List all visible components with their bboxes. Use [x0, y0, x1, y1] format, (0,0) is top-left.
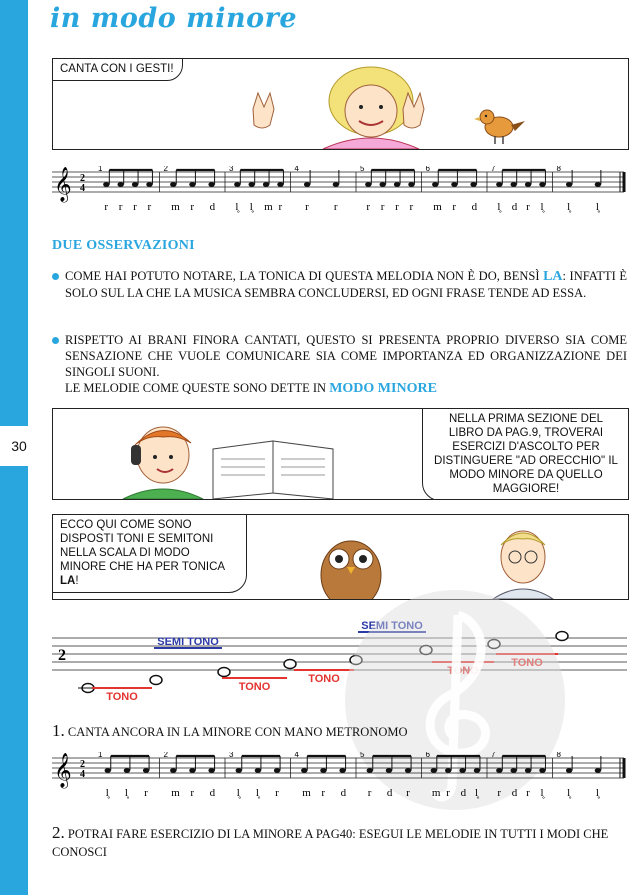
- measure-number: 1: [98, 166, 103, 173]
- note-head: [320, 768, 326, 773]
- solfege-syllable: l̥: [236, 787, 240, 799]
- note-head: [405, 768, 411, 773]
- solfege-syllable: d: [511, 787, 518, 799]
- solfege-syllable: r: [333, 201, 338, 213]
- solfege-syllable: r: [380, 201, 385, 213]
- note-head: [510, 182, 516, 187]
- note-head: [143, 768, 149, 773]
- solfege-syllable: l̥: [255, 787, 259, 799]
- time-sig-bottom: 4: [80, 183, 85, 194]
- note-head: [333, 182, 339, 187]
- note-head: [525, 182, 531, 187]
- tone-label: TONO: [238, 681, 271, 693]
- bullet-icon: [52, 273, 59, 280]
- measure-number: 2: [163, 166, 168, 173]
- note-head: [431, 768, 437, 773]
- solfege-syllable: l̥: [124, 787, 128, 799]
- measure-number: 7: [491, 752, 496, 759]
- measure-number: 8: [556, 166, 561, 173]
- note-head: [208, 182, 214, 187]
- bubble-text-end: !: [75, 575, 79, 587]
- solfege-syllable: r: [144, 787, 148, 799]
- treble-clef-icon: 𝄞: [54, 753, 72, 788]
- note-head: [277, 182, 283, 187]
- measure-number: 2: [163, 752, 168, 759]
- solfege-syllable: d: [209, 201, 216, 213]
- note-head: [255, 768, 261, 773]
- measure-number: 8: [556, 752, 561, 759]
- solfege-syllable: m: [431, 787, 441, 799]
- measure-number: 3: [229, 752, 234, 759]
- section-heading: DUE OSSERVAZIONI: [52, 238, 195, 253]
- note-head: [117, 182, 123, 187]
- note-head: [339, 768, 345, 773]
- note-head: [365, 182, 371, 187]
- note-head: [234, 182, 240, 187]
- note-head: [103, 182, 109, 187]
- note-head: [170, 182, 176, 187]
- exercise-text: CANTA ANCORA IN LA MINORE CON MANO METRONOMO: [67, 725, 408, 739]
- tone-label: TONO: [308, 673, 340, 685]
- scale-note: [150, 676, 162, 685]
- solfege-syllable: r: [367, 787, 372, 799]
- observation-text: RISPETTO AI BRANI FINORA CANTATI, QUESTO SI PRESENTA PROPRIO DIVERSO SIA COME SENSAZIONE CHE VUOLE COMUNICARE SIA COME IMPORTANZA ED ORGANIZZAZIONE DEI SINGOLI SUONI.: [65, 333, 627, 379]
- page-title: in modo minore: [50, 3, 298, 34]
- solfege-syllable: l̥: [249, 201, 253, 213]
- comic-panel-listening: [52, 408, 629, 500]
- bubble-text: ECCO QUI COME SONO DISPOSTI TONI E SEMITONI NELLA SCALA DI MODO MINORE CHE HA PER TONICA: [60, 519, 225, 573]
- note-head: [379, 182, 385, 187]
- solfege-syllable: d: [340, 787, 347, 799]
- highlight-la: LA: [543, 269, 563, 284]
- tone-label: TONO: [511, 657, 543, 669]
- bird-illustration: [471, 99, 531, 149]
- clef-mark: 2: [58, 647, 66, 664]
- observation-text-cont: : INFATTI È SOLO SUL LA CHE LA MUSICA SEMBRA CONCLUDERSI, ED OGNI FRASE TENDE AD ESSA.: [65, 269, 627, 300]
- time-sig-bottom: 4: [80, 769, 85, 780]
- note-head: [595, 768, 601, 773]
- solfege-syllable: d: [386, 787, 393, 799]
- solfege-syllable: r: [446, 787, 450, 799]
- solfege-syllable: r: [452, 201, 457, 213]
- comic-panel-gestures: [52, 58, 629, 150]
- solfege-syllable: l̥: [595, 201, 599, 213]
- note-head: [539, 182, 545, 187]
- bullet-icon: [52, 337, 59, 344]
- measure-number: 1: [98, 752, 103, 759]
- note-head: [408, 182, 414, 187]
- girl-illustration: [53, 59, 628, 149]
- note-head: [510, 768, 516, 773]
- solfege-syllable: d: [209, 787, 216, 799]
- solfege-syllable: l̥: [540, 787, 544, 799]
- tone-label: TONO: [106, 691, 138, 700]
- exercise-2: [52, 824, 627, 861]
- note-head: [445, 768, 451, 773]
- note-head: [432, 182, 438, 187]
- solfege-syllable: r: [321, 787, 326, 799]
- exercise-text: POTRAI FARE ESERCIZIO DI LA MINORE A PAG40: ESEGUI LE MELODIE IN TUTTI I MODI CHE CONOSCI: [52, 827, 609, 859]
- solfege-syllable: d: [511, 201, 518, 213]
- solfege-syllable: m: [264, 201, 273, 213]
- note-head: [248, 182, 254, 187]
- note-head: [263, 182, 269, 187]
- note-head: [274, 768, 280, 773]
- observation-item-1: [52, 268, 627, 301]
- solfege-syllable: l̥: [567, 787, 571, 799]
- bubble-highlight: LA: [60, 575, 76, 587]
- solfege-syllable: r: [526, 787, 530, 799]
- solfege-syllable: r: [366, 201, 370, 213]
- scale-note: [284, 660, 296, 669]
- note-head: [236, 768, 242, 773]
- note-head: [208, 768, 214, 773]
- treble-clef-icon: 𝄞: [54, 167, 72, 202]
- solfege-syllable: r: [190, 201, 195, 213]
- exercise-1: [52, 722, 408, 741]
- solfege-syllable: r: [104, 201, 108, 213]
- measure-number: 7: [491, 166, 496, 173]
- solfege-syllable: r: [147, 201, 152, 213]
- solfege-syllable: r: [275, 787, 279, 799]
- tone-label: TONO: [447, 665, 479, 677]
- measure-number: 5: [360, 166, 365, 173]
- rhythm-staff-2: [52, 752, 630, 812]
- scale-note: [218, 668, 230, 677]
- solfege-syllable: m: [433, 201, 442, 213]
- solfege-syllable: r: [118, 201, 123, 213]
- solfege-syllable: l̥: [474, 787, 478, 799]
- rhythm-staff-1: [52, 166, 630, 226]
- note-head: [459, 768, 465, 773]
- note-head: [525, 768, 531, 773]
- note-head: [566, 182, 572, 187]
- speech-bubble: NELLA PRIMA SEZIONE DEL LIBRO DA PAG.9, TROVERAI ESERCIZI D'ASCOLTO PER DISTINGUERE "AD ORECCHIO" IL MODO MINORE DA QUELLO MAGGIORE!: [422, 408, 629, 500]
- solfege-syllable: r: [278, 201, 283, 213]
- note-head: [301, 768, 307, 773]
- note-head: [146, 182, 152, 187]
- measure-number: 4: [294, 166, 299, 173]
- time-sig-top: 2: [80, 759, 85, 770]
- note-head: [386, 768, 392, 773]
- solfege-syllable: r: [133, 201, 137, 213]
- solfege-syllable: l̥: [105, 787, 109, 799]
- note-head: [451, 182, 457, 187]
- note-head: [105, 768, 111, 773]
- note-head: [496, 768, 502, 773]
- note-head: [304, 182, 310, 187]
- speech-bubble: CANTA CON I GESTI!: [52, 58, 183, 81]
- solfege-syllable: r: [526, 201, 530, 213]
- solfege-syllable: l̥: [540, 201, 544, 213]
- solfege-syllable: r: [409, 201, 414, 213]
- observation-text-line2: LE MELODIE COME QUESTE SONO DETTE IN: [65, 381, 330, 395]
- solfege-syllable: l̥: [235, 201, 239, 213]
- measure-number: 4: [294, 752, 299, 759]
- solfege-syllable: d: [460, 787, 467, 799]
- measure-number: 6: [425, 752, 430, 759]
- solfege-syllable: r: [395, 201, 399, 213]
- note-head: [189, 768, 195, 773]
- note-head: [170, 768, 176, 773]
- solfege-syllable: m: [171, 201, 180, 213]
- note-head: [189, 182, 195, 187]
- note-head: [474, 768, 480, 773]
- solfege-syllable: r: [406, 787, 410, 799]
- observation-item-2: [52, 332, 627, 397]
- measure-number: 3: [229, 166, 234, 173]
- page-number: [0, 426, 38, 466]
- solfege-syllable: m: [171, 787, 180, 799]
- solfege-syllable: l̥: [567, 201, 571, 213]
- solfege-syllable: l̥: [497, 201, 501, 213]
- note-head: [132, 182, 138, 187]
- solfege-syllable: m: [302, 787, 311, 799]
- semitone-label: SEMI TONO: [361, 620, 423, 632]
- solfege-syllable: d: [471, 201, 478, 213]
- note-head: [367, 768, 373, 773]
- note-head: [595, 182, 601, 187]
- solfege-syllable: r: [305, 201, 309, 213]
- highlight-modo-minore: MODO MINORE: [329, 381, 437, 396]
- note-head: [496, 182, 502, 187]
- note-head: [566, 768, 572, 773]
- measure-number: 5: [360, 752, 365, 759]
- page-number-text: 30: [11, 438, 27, 454]
- measure-number: 6: [425, 166, 430, 173]
- exercise-number: 2.: [52, 823, 65, 842]
- note-head: [539, 768, 545, 773]
- note-head: [470, 182, 476, 187]
- exercise-number: 1.: [52, 721, 65, 740]
- solfege-syllable: r: [190, 787, 195, 799]
- semitone-label: SEMI TONO: [157, 636, 219, 648]
- note-head: [124, 768, 130, 773]
- solfege-syllable: r: [497, 787, 501, 799]
- note-head: [394, 182, 400, 187]
- solfege-syllable: l̥: [595, 787, 599, 799]
- time-sig-top: 2: [80, 173, 85, 184]
- observation-text: COME HAI POTUTO NOTARE, LA TONICA DI QUESTA MELODIA NON È DO, BENSÌ: [65, 269, 544, 283]
